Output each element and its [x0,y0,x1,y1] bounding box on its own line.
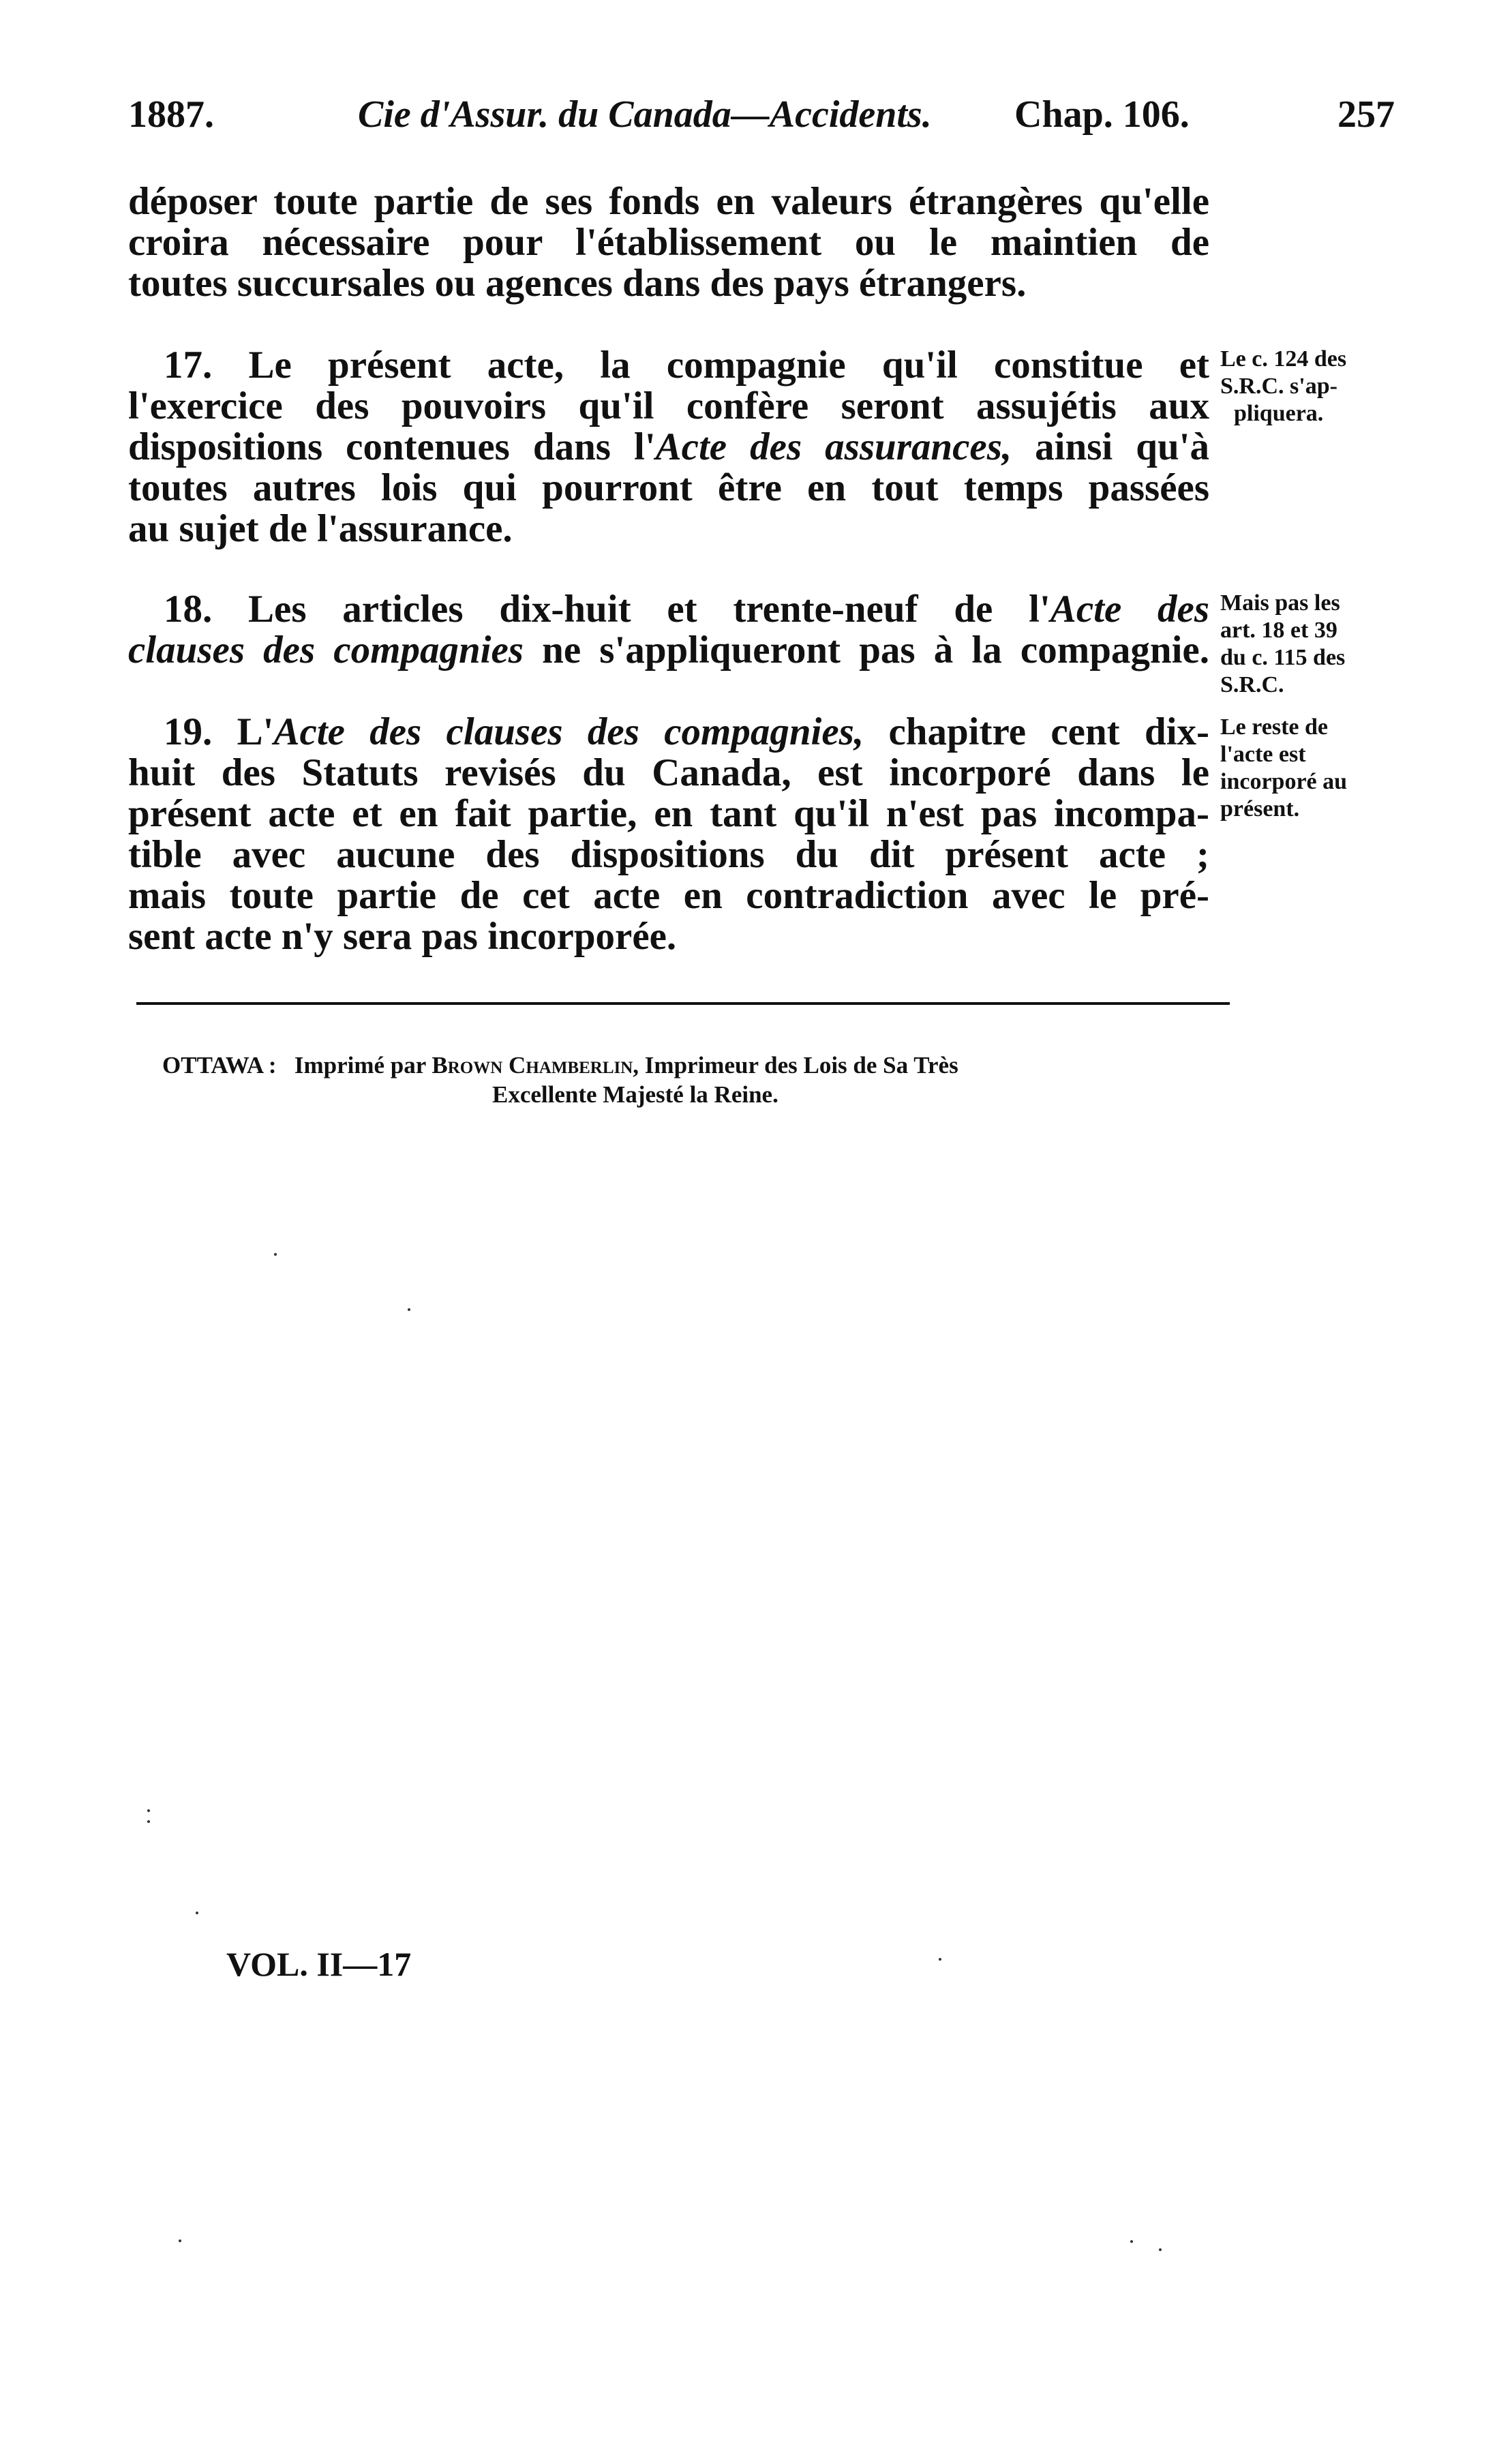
section-19-line: 19. L'Acte des clauses des compagnies, chapitre cent dix- [164,710,1210,753]
margin-note-19: présent. [1220,796,1300,821]
margin-note-19: Le reste de [1220,714,1328,740]
printer-name: Brown Chamberlin [432,1052,633,1078]
body-line: déposer toute partie de ses fonds en valeurs étrangères qu'elle [128,180,1209,223]
body-line: toutes succursales ou agences dans des pays étrangers. [128,262,1027,305]
section-17-line: dispositions contenues dans l'Acte des assurances, ainsi qu'à [128,425,1209,468]
imprint-line: OTTAWA : Imprimé par Brown Chamberlin, Imprimeur des Lois de Sa Très [162,1052,958,1078]
margin-note-18: art. 18 et 39 [1220,618,1337,643]
section-number: 18. [164,588,213,631]
margin-note-17: pliquera. [1234,401,1324,426]
margin-note-18: du c. 115 des [1220,645,1346,670]
closing-rule [136,1002,1230,1005]
section-19-line: huit des Statuts revisés du Canada, est incorporé dans le [128,751,1209,794]
section-18-line: 18. Les articles dix-huit et trente-neuf de l'Acte des [164,588,1210,631]
scan-speck [179,2239,181,2242]
imprint-line-2: Excellente Majesté la Reine. [492,1081,778,1108]
page-number: 257 [1337,93,1395,136]
margin-note-19: l'acte est [1220,742,1306,767]
section-19-line: sent acte n'y sera pas incorporée. [128,915,677,958]
section-number: 17. [164,344,213,387]
section-19-line: présent acte et en fait partie, en tant qu'il n'est pas incompa- [128,792,1209,835]
header-chapter: Chap. 106. [1014,93,1190,136]
scan-speck [147,1809,150,1812]
section-17-line: l'exercice des pouvoirs qu'il confère seront assujétis aux [128,384,1209,427]
section-19-line: tible avec aucune des dispositions du dit présent acte ; [128,833,1209,876]
margin-note-17: Le c. 124 des [1220,346,1347,372]
margin-note-17: S.R.C. s'ap- [1220,374,1337,399]
section-18-line: clauses des compagnies ne s'appliqueront pas à la compagnie. [128,629,1209,672]
section-17-line: 17. Le présent acte, la compagnie qu'il constitue et [164,344,1209,387]
header-year: 1887. [128,93,214,136]
margin-note-19: incorporé au [1220,769,1348,794]
section-19-line: mais toute partie de cet acte en contradiction avec le pré- [128,874,1209,917]
section-17-line: au sujet de l'assurance. [128,507,513,550]
scan-speck [196,1912,198,1914]
body-line: croira nécessaire pour l'établissement ou le maintien de [128,221,1209,264]
scan-speck [147,1820,150,1823]
scan-speck [1159,2248,1162,2251]
section-number: 19. [164,710,213,753]
section-17-line: toutes autres lois qui pourront être en tout temps passées [128,466,1209,509]
scan-speck [408,1308,410,1311]
scan-speck [1130,2240,1133,2243]
imprint-place: OTTAWA : [162,1052,277,1078]
scan-speck [939,1958,941,1961]
header-title: Cie d'Assur. du Canada—Accidents. [358,93,932,136]
margin-note-18: Mais pas les [1220,590,1340,616]
footer-signature: VOL. II—17 [226,1945,412,1983]
margin-note-18: S.R.C. [1220,672,1284,697]
scan-speck [274,1253,277,1256]
